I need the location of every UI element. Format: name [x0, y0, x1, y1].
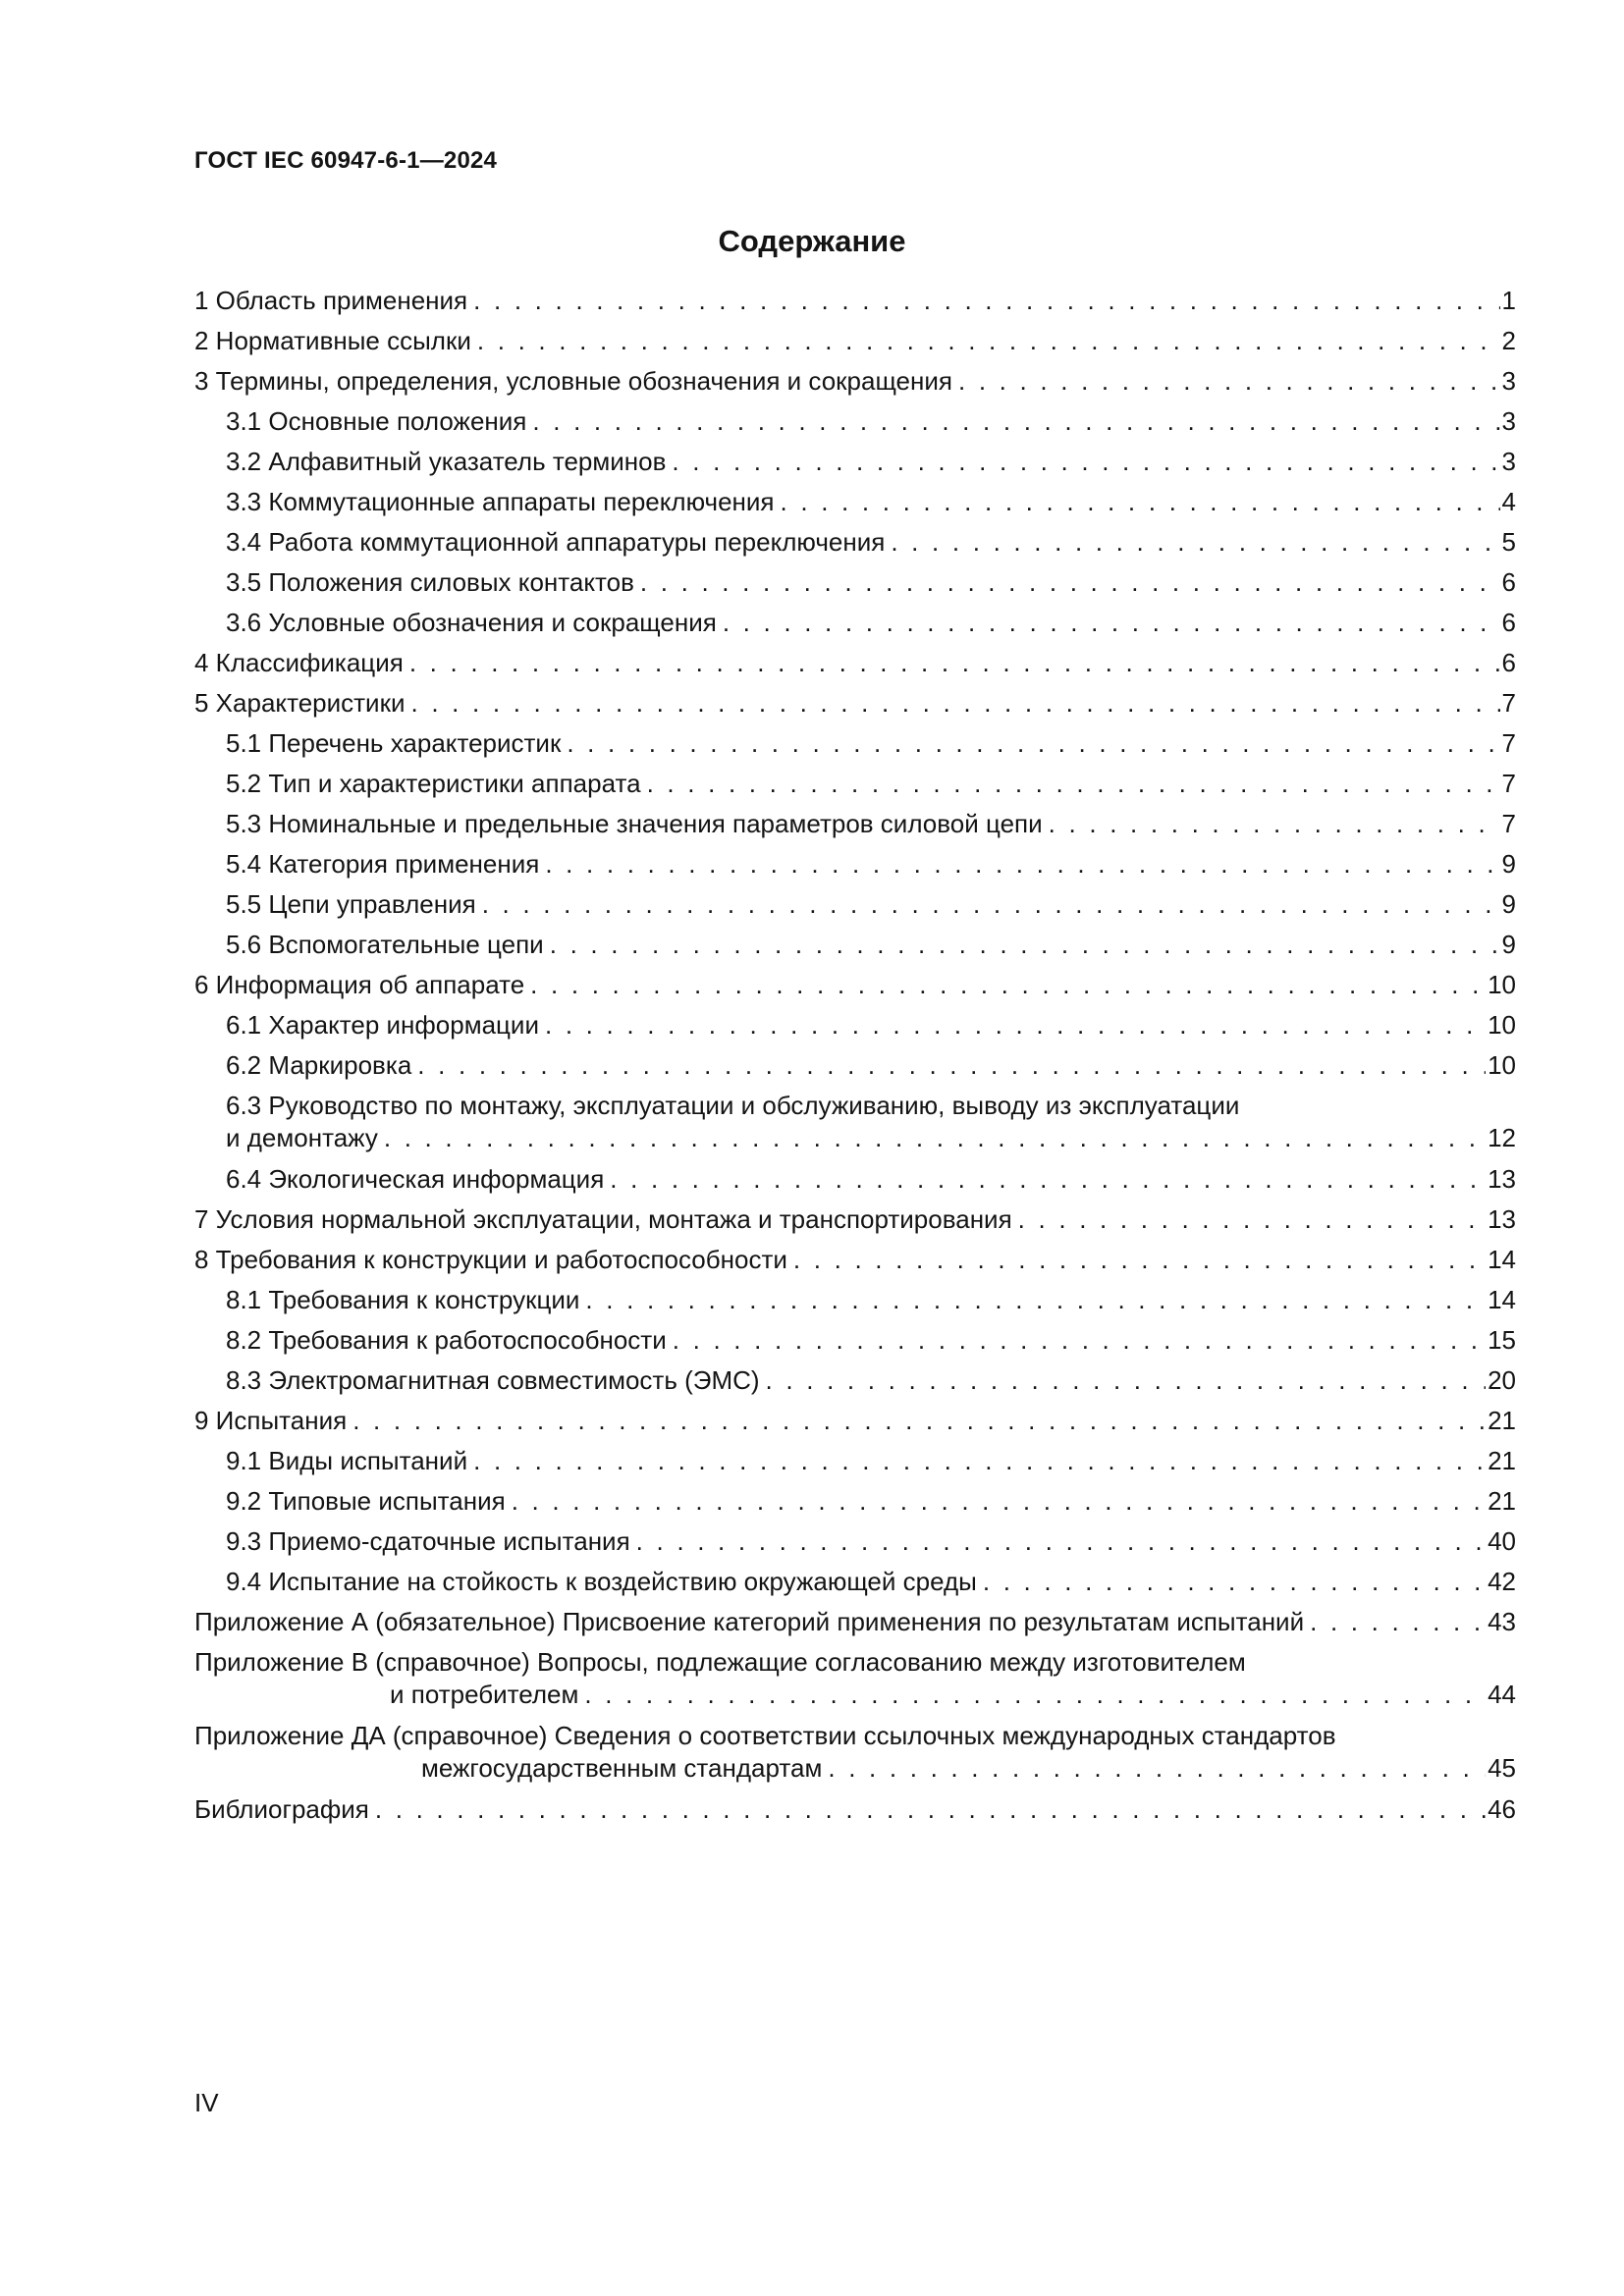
toc-page-number: 21: [1488, 1446, 1516, 1475]
toc-page-number: 9: [1501, 849, 1516, 879]
toc-entry-title: 5.3 Номинальные и предельные значения параметров силовой цепи: [226, 809, 1043, 838]
toc-entry-title-continued: и демонтажу: [226, 1123, 378, 1152]
dot-leader: [545, 1009, 1486, 1041]
dot-leader: [384, 1122, 1486, 1154]
document-header: ГОСТ IEC 60947-6-1—2024: [194, 147, 498, 174]
toc-entry-title: 3 Термины, определения, условные обозначения и сокращения: [194, 366, 952, 396]
dot-leader: [828, 1752, 1486, 1785]
toc-entry-title: 5.6 Вспомогательные цепи: [226, 930, 544, 959]
dot-leader: [891, 526, 1499, 559]
toc-entry-title: 9.4 Испытание на стойкость к воздействию окружающей среды: [226, 1567, 977, 1596]
toc-entry[interactable]: [194, 325, 1516, 365]
toc-page-number: 4: [1501, 487, 1516, 516]
toc-entry[interactable]: [194, 969, 1516, 1009]
toc-entry-title: 9 Испытания: [194, 1406, 348, 1435]
toc-page-number: 10: [1488, 1050, 1516, 1080]
toc-entry-title: 3.5 Положения силовых контактов: [226, 567, 634, 597]
toc-page-number: 9: [1501, 889, 1516, 919]
toc-entry-title: 8.1 Требования к конструкции: [226, 1285, 580, 1314]
toc-page-number: 3: [1501, 406, 1516, 436]
dot-leader: [375, 1793, 1486, 1826]
toc-page-number: 2: [1501, 326, 1516, 355]
toc-entry-title: 9.2 Типовые испытания: [226, 1486, 506, 1516]
toc-subentry[interactable]: [194, 1163, 1516, 1203]
toc-entry-title: 5.2 Тип и характеристики аппарата: [226, 769, 641, 798]
toc-page-number: 10: [1488, 970, 1516, 999]
dot-leader: [352, 1405, 1486, 1437]
toc-entry-title: Приложение В (справочное) Вопросы, подлежащие согласованию между изготовителем: [194, 1647, 1246, 1677]
toc-entry-title: 1 Область применения: [194, 286, 468, 315]
toc-subentry[interactable]: [194, 486, 1516, 526]
toc-page-number: 10: [1488, 1010, 1516, 1040]
toc-page-number: 3: [1501, 366, 1516, 396]
toc-page-number: 46: [1488, 1794, 1516, 1824]
toc-entry-title: 7 Условия нормальной эксплуатации, монтажа и транспортирования: [194, 1204, 1012, 1234]
toc-page-number: 43: [1488, 1607, 1516, 1636]
toc-page-number: 14: [1488, 1245, 1516, 1274]
toc-entry[interactable]: [194, 647, 1516, 687]
toc-entry-title-continued: межгосударственным стандартам: [421, 1753, 823, 1783]
toc-subentry[interactable]: [194, 1485, 1516, 1525]
toc-subentry[interactable]: [194, 1284, 1516, 1324]
toc-entry-appendix[interactable]: [194, 1646, 1516, 1720]
toc-subentry[interactable]: [194, 888, 1516, 929]
dot-leader: [636, 1525, 1486, 1558]
page-number: IV: [194, 2088, 219, 2117]
dot-leader: [672, 446, 1499, 478]
dot-leader: [477, 325, 1500, 357]
toc-entry-title: 3.1 Основные положения: [226, 406, 527, 436]
toc-entry-title: 6.2 Маркировка: [226, 1050, 412, 1080]
toc-entry[interactable]: [194, 1244, 1516, 1284]
toc-page-number: 9: [1501, 930, 1516, 959]
toc-entry-title: Библиография: [194, 1794, 369, 1824]
toc-entry-title: 5 Характеристики: [194, 688, 406, 718]
toc-subentry[interactable]: [194, 1009, 1516, 1049]
toc-subentry[interactable]: [194, 566, 1516, 607]
toc-entry-title: 8.3 Электромагнитная совместимость (ЭМС): [226, 1365, 760, 1395]
toc-subentry[interactable]: [194, 929, 1516, 969]
toc-entry-title: 8 Требования к конструкции и работоспособности: [194, 1245, 787, 1274]
toc-subentry[interactable]: [194, 405, 1516, 446]
toc-entry-title: Приложение А (обязательное) Присвоение категорий применения по результатам испытаний: [194, 1607, 1305, 1636]
toc-page-number: 15: [1488, 1325, 1516, 1355]
toc-entry-title: 6.3 Руководство по монтажу, эксплуатации и обслуживанию, выводу из эксплуатации: [226, 1091, 1240, 1120]
toc-subentry[interactable]: [194, 1566, 1516, 1606]
dot-leader: [545, 848, 1499, 881]
toc-subentry[interactable]: [194, 727, 1516, 768]
toc-subentry[interactable]: [194, 1525, 1516, 1566]
toc-page-number: 20: [1488, 1365, 1516, 1395]
toc-entry-title: 3.6 Условные обозначения и сокращения: [226, 608, 717, 637]
dot-leader: [793, 1244, 1486, 1276]
toc-entry[interactable]: [194, 285, 1516, 325]
toc-page-number: 44: [1488, 1680, 1516, 1709]
toc-entry[interactable]: [194, 687, 1516, 727]
dot-leader: [983, 1566, 1486, 1598]
toc-subentry[interactable]: [194, 1049, 1516, 1090]
dot-leader: [409, 647, 1500, 679]
toc-entry-title: 8.2 Требования к работоспособности: [226, 1325, 667, 1355]
toc-page-number: 6: [1501, 608, 1516, 637]
dot-leader: [585, 1284, 1486, 1316]
toc-page-number: 6: [1501, 567, 1516, 597]
toc-entry-title: Приложение ДА (справочное) Сведения о соответствии ссылочных международных стандартов: [194, 1721, 1336, 1750]
toc-entry[interactable]: [194, 1203, 1516, 1244]
toc-entry-title: 5.1 Перечень характеристик: [226, 728, 562, 758]
toc-subentry[interactable]: [194, 848, 1516, 888]
toc-entry-title: 6.1 Характер информации: [226, 1010, 539, 1040]
toc-subentry[interactable]: [194, 1445, 1516, 1485]
dot-leader: [532, 405, 1499, 438]
toc-page-number: 13: [1488, 1164, 1516, 1194]
dot-leader: [482, 888, 1500, 921]
toc-page-number: 45: [1488, 1753, 1516, 1783]
dot-leader: [1018, 1203, 1486, 1236]
dot-leader: [781, 486, 1500, 518]
toc-page-number: 13: [1488, 1204, 1516, 1234]
dot-leader: [473, 1445, 1486, 1477]
toc-page-number: 7: [1501, 809, 1516, 838]
table-of-contents: [194, 285, 1516, 1834]
toc-page-number: 14: [1488, 1285, 1516, 1314]
toc-entry-title: 2 Нормативные ссылки: [194, 326, 471, 355]
toc-subentry[interactable]: [194, 526, 1516, 566]
dot-leader: [512, 1485, 1486, 1518]
toc-entry-title: 6.4 Экологическая информация: [226, 1164, 605, 1194]
dot-leader: [1310, 1606, 1486, 1638]
toc-entry-title: 9.3 Приемо-сдаточные испытания: [226, 1526, 630, 1556]
toc-entry-title: 9.1 Виды испытаний: [226, 1446, 468, 1475]
toc-entry-title: 3.2 Алфавитный указатель терминов: [226, 447, 667, 476]
dot-leader: [647, 768, 1500, 800]
dot-leader: [610, 1163, 1486, 1196]
toc-entry[interactable]: [194, 365, 1516, 405]
toc-entry-title-continued: и потребителем: [390, 1680, 579, 1709]
toc-subentry[interactable]: [194, 607, 1516, 647]
dot-leader: [567, 727, 1499, 760]
toc-entry[interactable]: [194, 1405, 1516, 1445]
page-title: Содержание: [718, 224, 906, 258]
toc-page-number: 40: [1488, 1526, 1516, 1556]
toc-page-number: 7: [1501, 769, 1516, 798]
dot-leader: [410, 687, 1499, 720]
toc-entry-appendix[interactable]: [194, 1606, 1516, 1646]
dot-leader: [473, 285, 1499, 317]
toc-entry-title: 4 Классификация: [194, 648, 404, 677]
dot-leader: [766, 1364, 1487, 1397]
toc-subentry[interactable]: [194, 808, 1516, 848]
toc-entry-title: 5.4 Категория применения: [226, 849, 540, 879]
dot-leader: [550, 929, 1500, 961]
toc-subentry[interactable]: [194, 768, 1516, 808]
dot-leader: [417, 1049, 1486, 1082]
toc-entry-title: 5.5 Цепи управления: [226, 889, 476, 919]
toc-entry-appendix[interactable]: [194, 1720, 1516, 1793]
dot-leader: [640, 566, 1500, 599]
toc-page-number: 1: [1501, 286, 1516, 315]
toc-page-number: 12: [1488, 1123, 1516, 1152]
toc-entry-title: 3.4 Работа коммутационной аппаратуры переключения: [226, 527, 886, 557]
toc-page-number: 42: [1488, 1567, 1516, 1596]
toc-subentry[interactable]: [194, 1324, 1516, 1364]
toc-entry-title: 6 Информация об аппарате: [194, 970, 525, 999]
dot-leader: [723, 607, 1500, 639]
dot-leader: [673, 1324, 1486, 1357]
toc-page-number: 21: [1488, 1406, 1516, 1435]
toc-page-number: 6: [1501, 648, 1516, 677]
dot-leader: [584, 1679, 1486, 1711]
dot-leader: [1049, 808, 1500, 840]
toc-page-number: 3: [1501, 447, 1516, 476]
dot-leader: [530, 969, 1486, 1001]
toc-subentry[interactable]: [194, 1090, 1516, 1163]
toc-entry[interactable]: [194, 1793, 1516, 1834]
toc-page-number: 7: [1501, 728, 1516, 758]
toc-page-number: 5: [1501, 527, 1516, 557]
toc-page-number: 21: [1488, 1486, 1516, 1516]
toc-entry-title: 3.3 Коммутационные аппараты переключения: [226, 487, 775, 516]
toc-subentry[interactable]: [194, 446, 1516, 486]
toc-page-number: 7: [1501, 688, 1516, 718]
toc-subentry[interactable]: [194, 1364, 1516, 1405]
dot-leader: [958, 365, 1500, 398]
